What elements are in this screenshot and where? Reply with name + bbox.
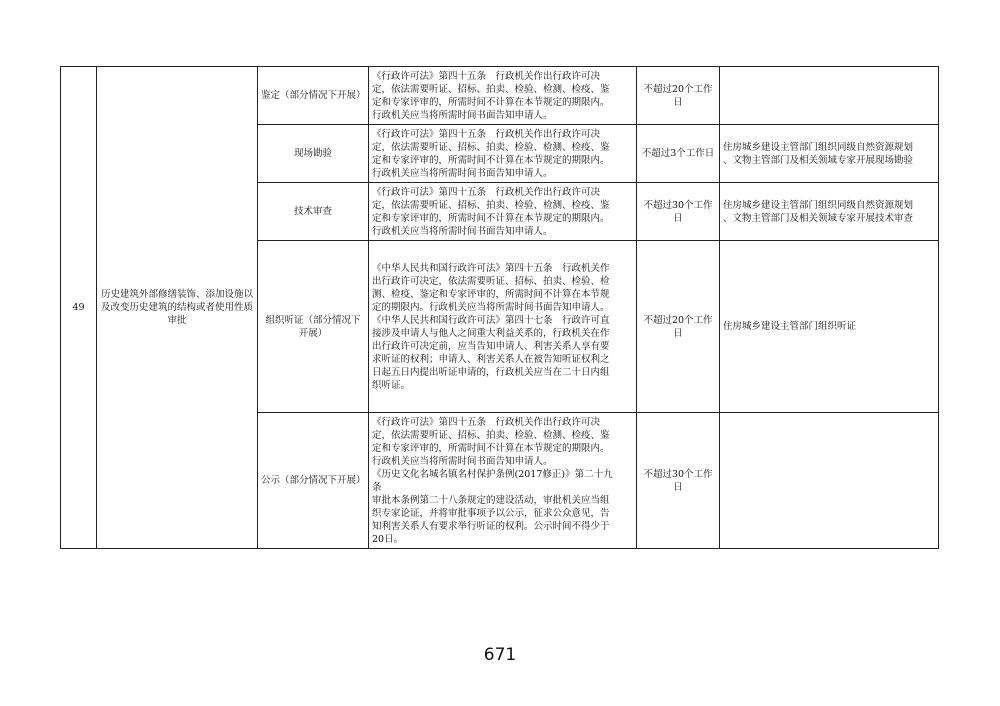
basis-line: 测、检疫、鉴定和专家评审的，所需时间不计算在本节规: [372, 288, 610, 300]
remarks-cell: [720, 125, 939, 183]
remark-line: 住房城乡建设主管部门组织同级自然资源规划: [723, 141, 914, 153]
basis-line: 行政机关应当将所需时间书面告知申请人。: [372, 455, 553, 467]
item-name-cell: 历史建筑外部修缮装饰、添加设施以及改变历史建筑的结构或者使用性质审批: [97, 67, 258, 549]
legal-basis-cell: [369, 67, 637, 125]
step-name: 鉴定（部分情况下开展）: [258, 67, 369, 125]
legal-basis-cell: [369, 241, 637, 413]
remark-line: 、文物主管部门及相关领域专家开展现场勘验: [723, 154, 914, 166]
basis-line: 出行政许可决定，依法需要听证、招标、拍卖、检验、检: [372, 275, 610, 287]
time-limit: 不超过30个工作日: [637, 413, 720, 549]
remark-line: 住房城乡建设主管部门组织听证: [723, 321, 857, 332]
basis-line: 《中华人民共和国行政许可法》第四十五条 行政机关作: [372, 262, 610, 274]
basis-line: 《行政许可法》第四十五条 行政机关作出行政许可决: [372, 416, 601, 428]
basis-line: 求听证的权利；申请人、利害关系人在被告知听证权利之: [372, 353, 610, 365]
basis-line: 《行政许可法》第四十五条 行政机关作出行政许可决: [372, 70, 601, 82]
basis-line: 出行政许可决定前，应当告知申请人、利害关系人享有要: [372, 340, 610, 352]
time-limit: 不超过3个工作日: [637, 125, 720, 183]
basis-line: 定，依法需要听证、招标、拍卖、检验、检测、检疫、鉴: [372, 429, 610, 441]
basis-line: 《行政许可法》第四十五条 行政机关作出行政许可决: [372, 186, 601, 198]
step-name: 技术审查: [258, 183, 369, 241]
legal-basis-cell: [369, 125, 637, 183]
remarks-cell: [720, 183, 939, 241]
basis-line: 审批本条例第二十八条规定的建设活动，审批机关应当组: [372, 494, 610, 506]
remarks-cell: [720, 413, 939, 549]
basis-line: 知利害关系人有要求举行听证的权利。公示时间不得少于: [372, 520, 610, 532]
basis-line: 20日。: [372, 533, 404, 545]
table-row: [61, 67, 939, 125]
basis-line: 定，依法需要听证、招标、拍卖、检验、检测、检疫、鉴: [372, 199, 610, 211]
basis-line: 行政机关应当将所需时间书面告知申请人。: [372, 109, 553, 121]
remarks-cell: [720, 67, 939, 125]
basis-line: 定和专家评审的，所需时间不计算在本节规定的期限内。: [372, 212, 610, 224]
basis-line: 定和专家评审的，所需时间不计算在本节规定的期限内。: [372, 442, 610, 454]
basis-line: 条: [372, 481, 382, 493]
basis-line: 定，依法需要听证、招标、拍卖、检验、检测、检疫、鉴: [372, 83, 610, 95]
legal-basis-cell: [369, 183, 637, 241]
time-limit: 不超过20个工作日: [637, 67, 720, 125]
basis-line: 定和专家评审的，所需时间不计算在本节规定的期限内。: [372, 96, 610, 108]
basis-line: 织听证。: [372, 379, 411, 391]
basis-line: 行政机关应当将所需时间书面告知申请人。: [372, 167, 553, 179]
approval-process-table: [60, 66, 939, 549]
remark-line: 、文物主管部门及相关领域专家开展技术审查: [723, 212, 914, 224]
basis-line: 定和专家评审的，所需时间不计算在本节规定的期限内。: [372, 154, 610, 166]
time-limit: 不超过30个工作日: [637, 183, 720, 241]
basis-line: 《行政许可法》第四十五条 行政机关作出行政许可决: [372, 128, 601, 140]
legal-basis-cell: [369, 413, 637, 549]
basis-line: 《中华人民共和国行政许可法》第四十七条 行政许可直: [372, 314, 610, 326]
basis-line: 《历史文化名城名镇名村保护条例(2017修正)》第二十九: [372, 468, 613, 480]
basis-line: 定的期限内。行政机关应当将所需时间书面告知申请人。: [372, 301, 610, 313]
basis-line: 定，依法需要听证、招标、拍卖、检验、检测、检疫、鉴: [372, 141, 610, 153]
basis-line: 接涉及申请人与他人之间重大利益关系的，行政机关在作: [372, 327, 610, 339]
step-name: 公示（部分情况下开展）: [258, 413, 369, 549]
time-limit: 不超过20个工作日: [637, 241, 720, 413]
basis-line: 行政机关应当将所需时间书面告知申请人。: [372, 225, 553, 237]
step-name: 现场勘验: [258, 125, 369, 183]
row-number: 49: [61, 67, 97, 549]
remarks-cell: [720, 241, 939, 413]
remark-line: 住房城乡建设主管部门组织同级自然资源规划: [723, 199, 914, 211]
page-number: 671: [483, 645, 517, 665]
basis-line: 织专家论证，并将审批事项予以公示，征求公众意见，告: [372, 507, 610, 519]
step-name: 组织听证（部分情况下开展）: [258, 241, 369, 413]
basis-line: 日起五日内提出听证申请的，行政机关应当在二十日内组: [372, 366, 610, 378]
